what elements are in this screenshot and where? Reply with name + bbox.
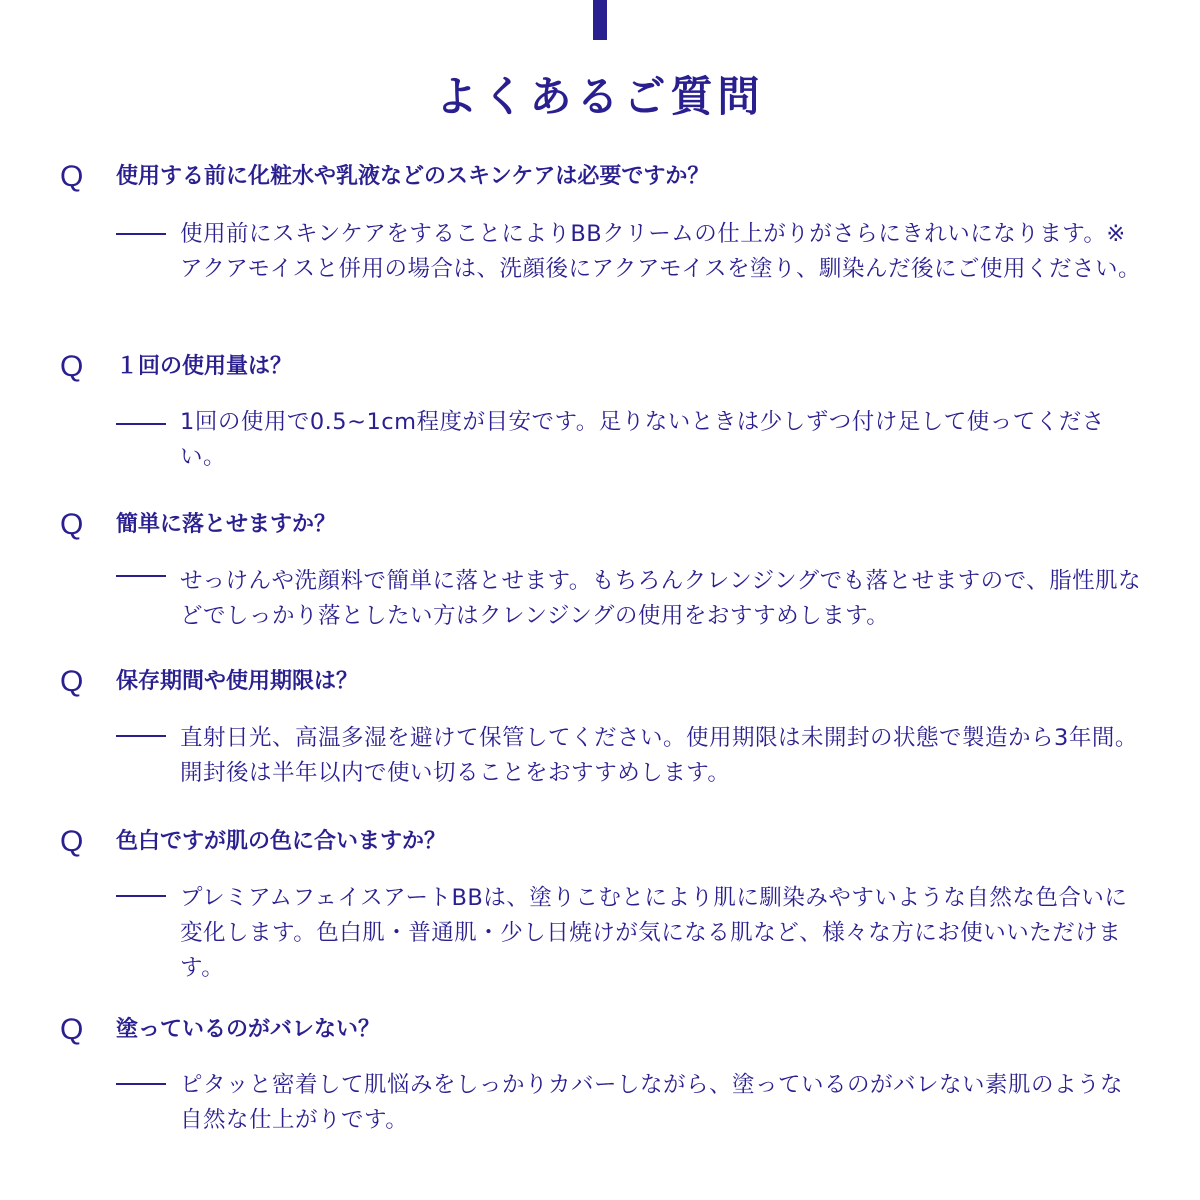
q-marker: Q	[60, 160, 84, 193]
answer-dash	[116, 1083, 166, 1085]
question-text: 塗っているのがバレない？	[116, 1017, 381, 1042]
answer-dash	[116, 233, 166, 235]
answer-text: 直射日光、高温多湿を避けて保管してください。使用期限は未開封の状態で製造から3年間。開封後は半年以内で使い切ることをおすすめします。	[180, 725, 1138, 786]
answer-text: 使用前にスキンケアをすることによりBBクリームの仕上がりがさらにきれいになります。※アクアモイスと併用の場合は、洗顔後にアクアモイスを塗り、馴染んだ後にご使用ください。	[180, 221, 1142, 282]
answer-text: ピタッと密着して肌悩みをしっかりカバーしながら、塗っているのがバレない素肌のような自然な仕上がりです。	[180, 1072, 1124, 1133]
answer-text: プレミアムフェイスアートBBは、塗りこむとにより肌に馴染みやすいような自然な色合いに変化します。色白肌・普通肌・少し日焼けが気になる肌など、様々な方にお使いいただけます。	[180, 885, 1128, 981]
answer-dash	[116, 735, 166, 737]
answer-text: せっけんや洗顔料で簡単に落とせます。もちろんクレンジングでも落とせますので、脂性肌などでしっかり落としたい方はクレンジングの使用をおすすめします。	[180, 568, 1142, 629]
answer-text: 1回の使用で0.5~1cm程度が目安です。足りないときは少しずつ付け足して使ってください。	[180, 409, 1105, 470]
question-text: 色白ですが肌の色に合いますか？	[116, 829, 447, 854]
answer-dash	[116, 895, 166, 897]
question-text: 簡単に落とせますか？	[116, 512, 337, 537]
answer-dash	[116, 575, 166, 577]
answer-dash	[116, 423, 166, 425]
question-text: 保存期間や使用期限は？	[116, 669, 359, 694]
q-marker: Q	[60, 508, 84, 541]
page-title: よくあるご質問	[435, 72, 765, 121]
q-marker: Q	[60, 665, 84, 698]
question-text: １回の使用量は？	[116, 354, 293, 379]
question-text: 使用する前に化粧水や乳液などのスキンケアは必要ですか？	[116, 164, 710, 189]
q-marker: Q	[60, 1013, 84, 1046]
q-marker: Q	[60, 825, 84, 858]
q-marker: Q	[60, 350, 84, 383]
